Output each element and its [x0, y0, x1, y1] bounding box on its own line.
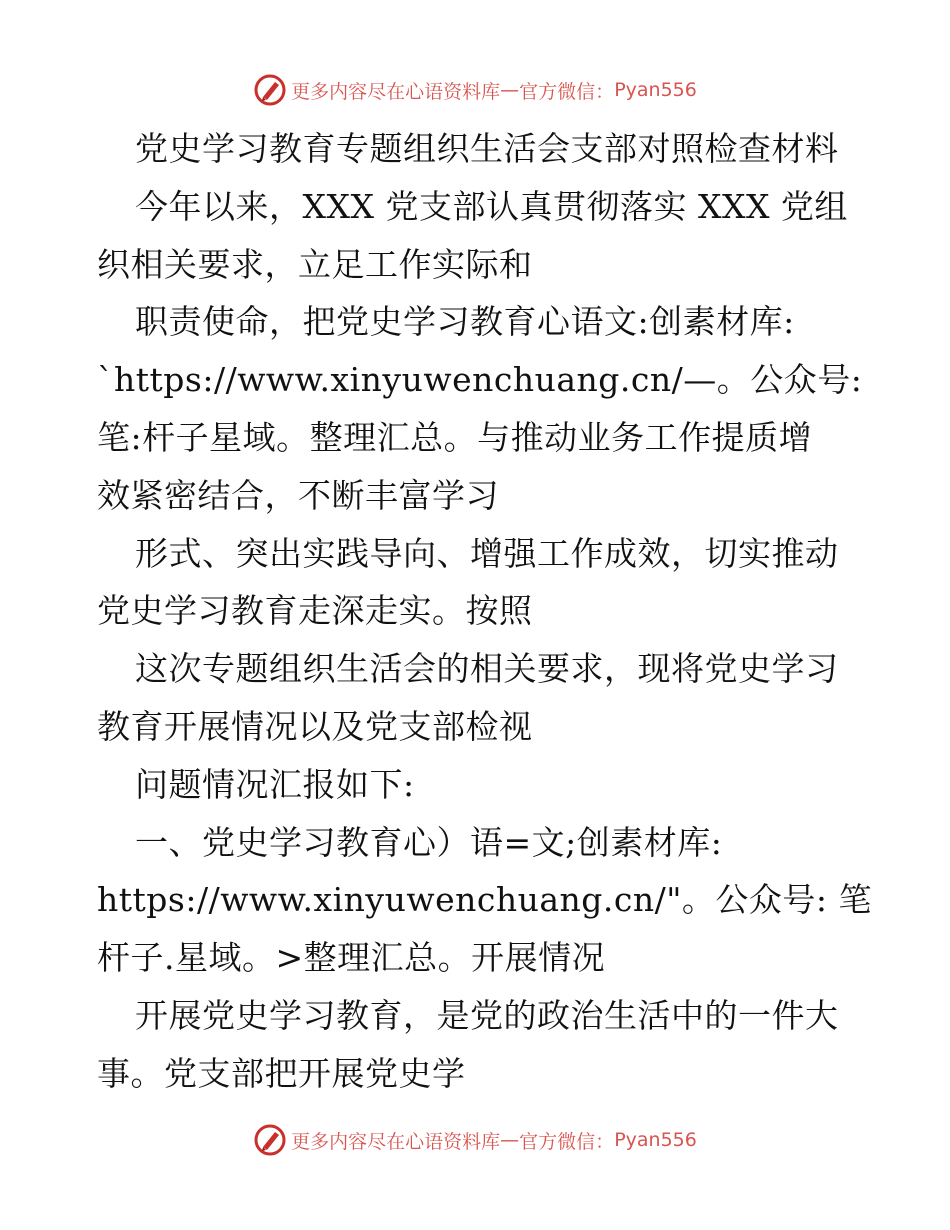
banner-wechat-id: Pyan556	[614, 79, 697, 101]
banner-text: 更多内容尽在心语资料库	[291, 1130, 501, 1153]
banner-wechat-label: 官方微信：	[519, 80, 615, 103]
text-line: 一、党史学习教育心）语=文;创素材库:	[135, 822, 723, 862]
text-line: 事。党支部把开展党史学	[97, 1053, 466, 1093]
text-line: 效紧密结合，不断丰富学习	[97, 475, 499, 515]
text-line: 党史学习教育走深走实。按照	[97, 591, 533, 631]
text-line: 教育开展情况以及党支部检视	[97, 706, 533, 746]
text-line: 杆子.星域。>整理汇总。开展情况	[97, 938, 606, 978]
banner-text: 更多内容尽在心语资料库	[291, 80, 501, 103]
footer-banner[interactable]	[0, 1120, 950, 1160]
header-banner[interactable]	[0, 70, 950, 110]
text-line: 党史学习教育专题组织生活会支部对照检查材料	[135, 129, 839, 168]
text-line: 开展党史学习教育，是党的政治生活中的一件大	[135, 995, 839, 1035]
pen-logo-icon	[253, 1123, 287, 1157]
banner-dash: —	[500, 79, 520, 101]
text-line: https://www.xinyuwenchuang.cn/"。公众号: 笔	[97, 880, 873, 920]
pen-logo-icon	[253, 73, 287, 107]
text-line: 职责使命，把党史学习教育心语文:创素材库:	[135, 302, 795, 342]
banner-wechat-label: 官方微信：	[519, 1130, 615, 1153]
text-line: 笔:杆子星域。整理汇总。与推动业务工作提质增	[97, 417, 813, 457]
text-line: `https://www.xinyuwenchuang.cn/—。公众号:	[97, 360, 863, 400]
text-line: 这次专题组织生活会的相关要求，现将党史学习	[135, 649, 839, 689]
text-line: 形式、突出实践导向、增强工作成效，切实推动	[135, 533, 839, 573]
document-body	[97, 120, 873, 1103]
text-line: 织相关要求，立足工作实际和	[97, 244, 533, 284]
banner-dash: —	[500, 1129, 520, 1151]
text-line: 今年以来，XXX 党支部认真贯彻落实 XXX 党组	[135, 186, 848, 226]
text-line: 问题情况汇报如下:	[135, 764, 415, 804]
banner-wechat-id: Pyan556	[614, 1129, 697, 1151]
